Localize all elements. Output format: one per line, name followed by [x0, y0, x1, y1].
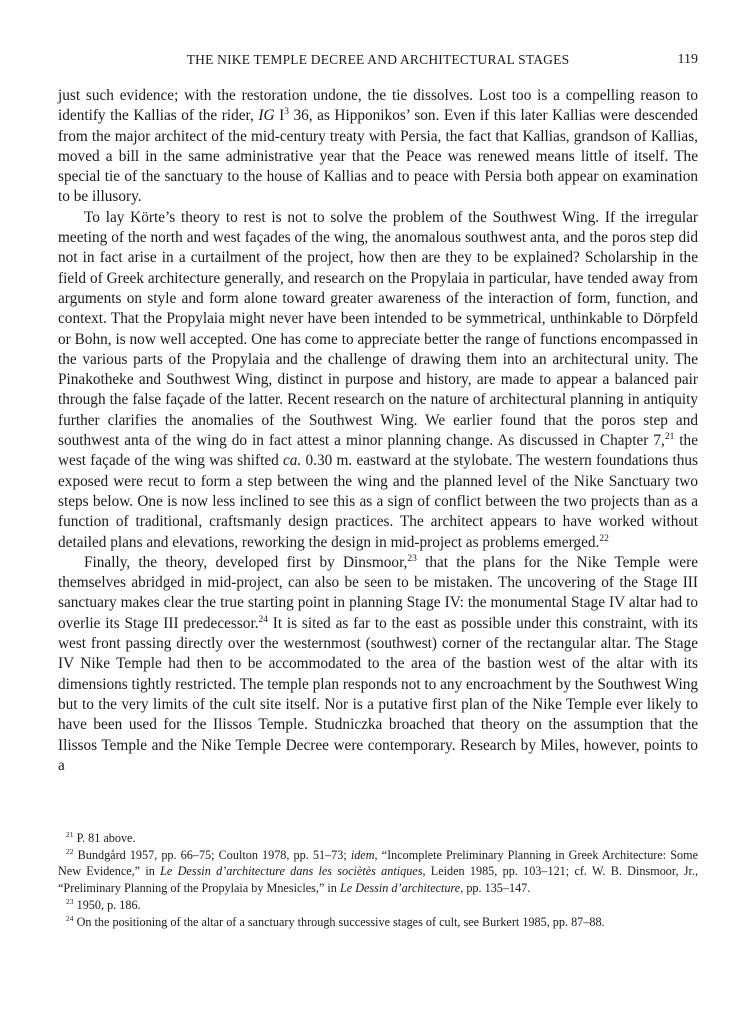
- p1-ig-superscript: 3: [284, 107, 289, 118]
- p1-ig-space: I: [274, 107, 285, 125]
- page-number: 119: [677, 52, 698, 67]
- footnote-22-text-b: , “Incomplete Preliminary Planning in Greek Architecture: Some New Evidence,” in: [58, 848, 699, 879]
- p2-text-a: To lay Körte’s theory to rest is not to solve the problem of the Southwest Wing. If the irregular meeting of the north and west façades of the wing, the anomalous southwest anta, and the poros step did not in fact arise in a curtailment of the project, how then are they to be explained? Scholarship in the field of Greek architecture generally, and research on the Propylaia in particular, have tended away from arguments on style and form alone toward greater awareness of the interaction of form, function, and context. That the Propylaia might never have been intended to be symmetrical, unthinkable to Dörpfeld or Bohn, is now well accepted. One has come to appreciate better the range of functions encompassed in the various parts of the Propylaia and the challenge of drawing them into an architectural unity. The Pinakotheke and Southwest Wing, distinct in purpose and history, are made to appear a balanced pair through the false façade of the latter. Recent research on the nature of architectural planning in antiquity further clarifies the anomalies of the Southwest Wing. We earlier found that the poros step and southwest anta of the wing do in fact attest a minor planning change. As discussed in Chapter 7,: [58, 208, 698, 450]
- footnote-ref-23: 23: [407, 553, 417, 564]
- footnote-22-text-c: , Leiden 1985, pp. 103–121; cf. W. B. Dinsmoor, Jr., “Preliminary Planning of the Propylaia by Mnesicles,” in: [58, 864, 698, 895]
- p3-text-b: that the plans for the Nike Temple were themselves abridged in mid-project, can also be seen to be mistaken. The uncovering of the Stage III sanctuary makes clear the true starting point in planning Stage IV: the monumental Stage IV altar had to overlie its Stage III predecessor.: [58, 553, 698, 632]
- footnote-24: [58, 914, 698, 930]
- paragraph-2: [58, 208, 698, 553]
- footnote-22-text-a: Bundgård 1957, pp. 66–75; Coulton 1978, pp. 51–73;: [77, 848, 351, 863]
- footnote-24-text: On the positioning of the altar of a sanctuary through successive stages of cult, see Burkert 1985, pp. 87–88.: [76, 915, 605, 930]
- footnote-ref-24: 24: [258, 614, 268, 625]
- p3-text-c: It is sited as far to the east as possible under this constraint, with its west front passing directly over the westernmost (southwest) corner of the rectangular altar. The Stage IV Nike Temple had then to be accommodated to the area of the bastion west of the altar with its dimensions tightly restricted. The temple plan responds not to any encroachment by the Southwest Wing but to the very limits of the cult site itself. Nor is a putative first plan of the Nike Temple ever likely to have been used for the Ilissos Temple. Studniczka broached that theory on the assumption that the Ilissos Temple and the Nike Temple Decree were contemporary. Research by Miles, however, points to a: [58, 614, 698, 774]
- body-text: [58, 86, 698, 776]
- footnote-22-idem: idem: [350, 848, 375, 863]
- p1-text-b: 36, as Hipponikos’ son. Even if this later Kallias were descended from the major architect of the mid-century treaty with Persia, the fact that Kallias, grandson of Kallias, moved a bill in the same administrative year that the Peace was renewed means little of itself. The special tie of the sanctuary to the house of Kallias and to peace with Persia both appear on examination to be illusory.: [58, 107, 699, 206]
- footnote-23-text: 1950, p. 186.: [76, 897, 141, 912]
- footnotes: [58, 830, 698, 931]
- footnote-22: [58, 847, 698, 896]
- footnote-ref-22: 22: [599, 533, 609, 544]
- footnote-22-text-d: , pp. 135–147.: [460, 880, 531, 895]
- running-head: [58, 52, 698, 72]
- footnote-23: [58, 897, 698, 913]
- footnote-22-number: 22: [66, 847, 74, 857]
- paragraph-1: [58, 86, 698, 208]
- footnote-ref-21: 21: [664, 431, 675, 442]
- footnote-21: [58, 830, 698, 846]
- footnote-21-text: P. 81 above.: [76, 831, 136, 845]
- footnote-24-number: 24: [66, 913, 74, 923]
- running-title: THE NIKE TEMPLE DECREE AND ARCHITECTURAL STAGES: [186, 52, 570, 67]
- footnote-22-book-title-2: Le Dessin d’architecture: [339, 880, 461, 895]
- p2-ca: ca.: [283, 452, 302, 470]
- p1-text-a: just such evidence; with the restoration undone, the tie dissolves. Lost too is a compelling reason to identify the Kallias of the rider,: [58, 87, 698, 125]
- footnote-23-number: 23: [66, 896, 74, 906]
- p3-text-a: Finally, the theory, developed first by Dinsmoor,: [84, 553, 408, 571]
- footnote-21-number: 21: [66, 829, 74, 839]
- footnote-22-book-title-1: Le Dessin d’architecture dans les sociètès antiques: [160, 864, 423, 879]
- paragraph-3: [58, 553, 698, 776]
- p2-text-b: the west façade of the wing was shifted: [58, 432, 698, 470]
- p2-text-c: 0.30 m. eastward at the stylobate. The western foundations thus exposed were recut to form a step between the wing and the planned level of the Nike Sanctuary two steps below. One is now less inclined to see this as a sign of conflict between the two projects than as a function of traditional, craftsmanly design practices. The architect appears to have worked without detailed plans and elevations, reworking the design in mid-project as problems emerged.: [58, 452, 698, 551]
- p1-ig: IG: [258, 107, 275, 125]
